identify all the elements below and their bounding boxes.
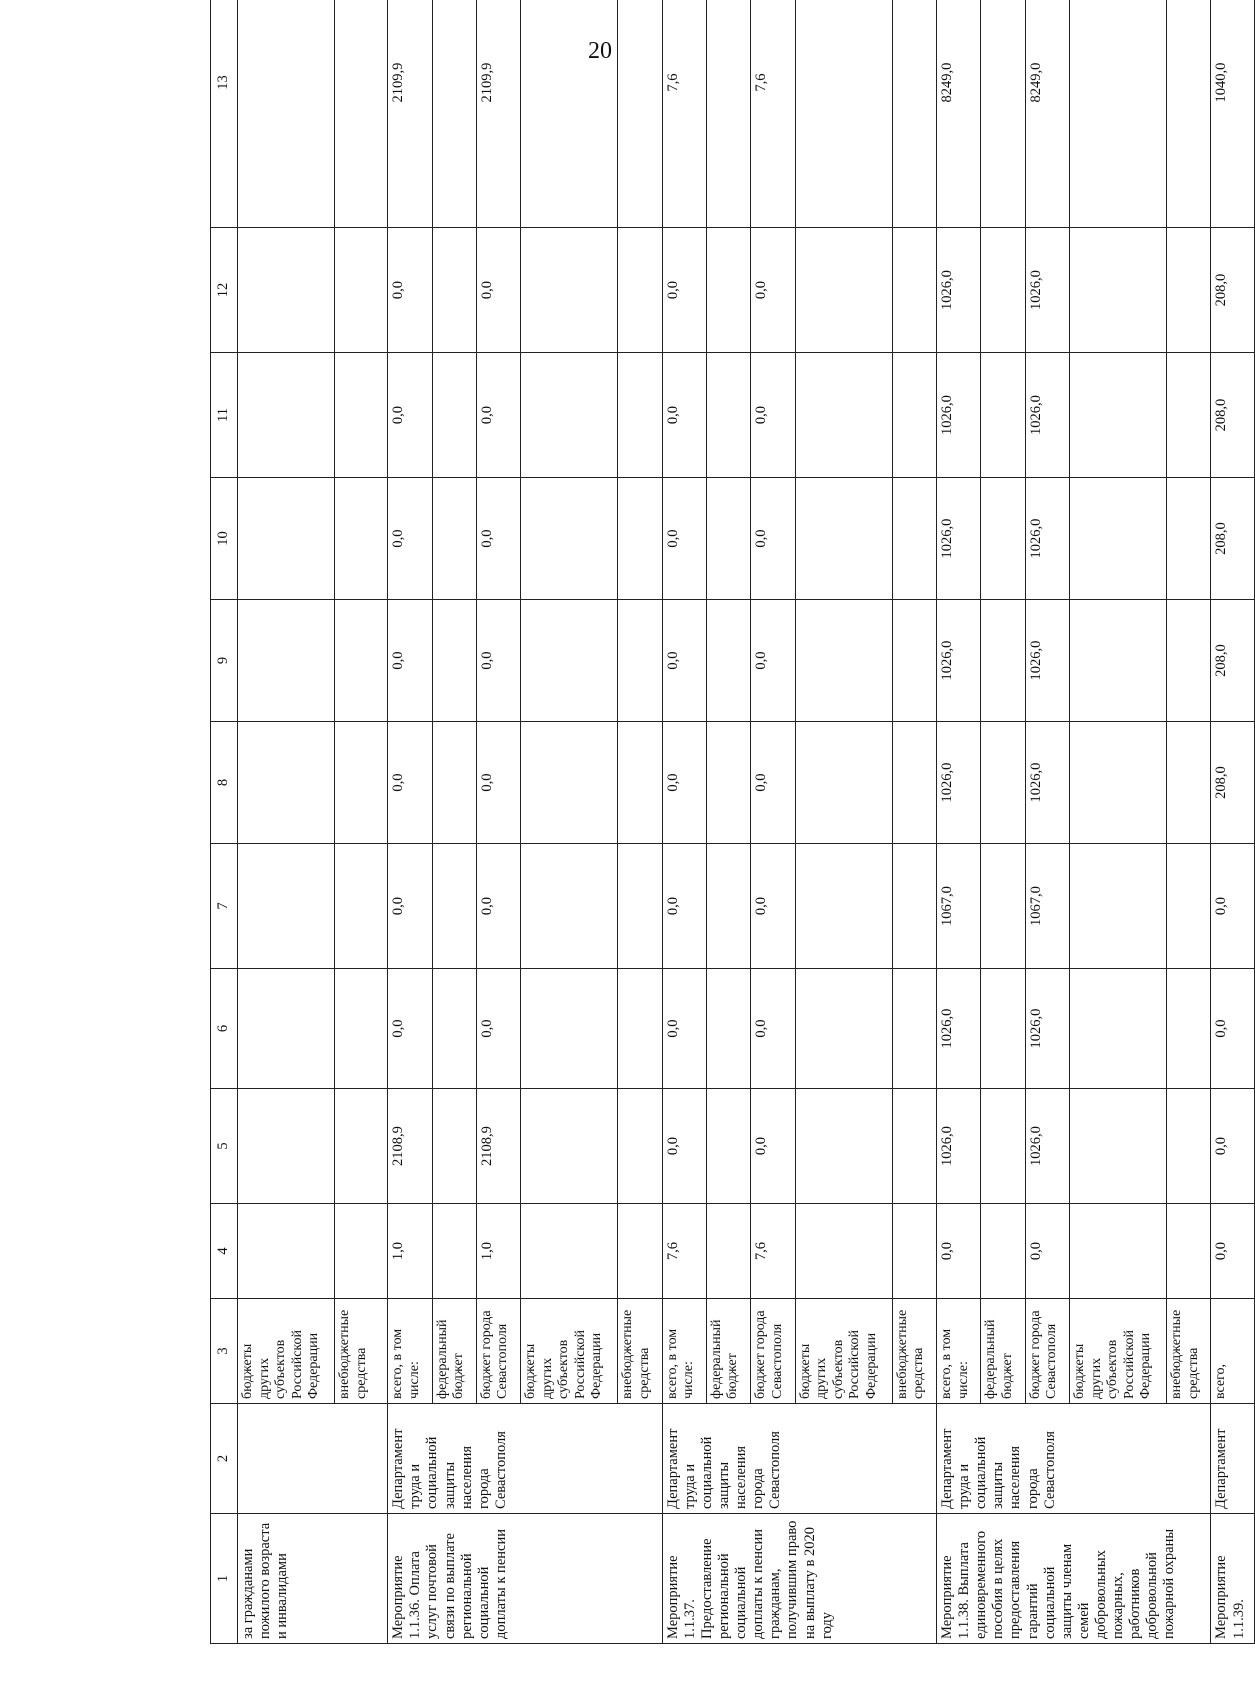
value-cell [1167, 844, 1211, 969]
value-cell [1070, 600, 1167, 722]
value-cell: 208,0 [1211, 228, 1255, 353]
value-cell [706, 844, 750, 969]
value-cell: 0,0 [388, 228, 432, 353]
value-cell: 0,0 [751, 1089, 795, 1204]
value-cell [1070, 0, 1167, 228]
table-row [335, 0, 388, 1644]
value-cell [521, 844, 618, 969]
value-cell [238, 600, 335, 722]
value-cell [618, 478, 662, 600]
value-cell [521, 0, 618, 228]
funding-source-cell: бюджет города Севастополя [1025, 1299, 1069, 1404]
value-cell [238, 722, 335, 844]
value-cell [1070, 844, 1167, 969]
value-cell [618, 1204, 662, 1299]
table-row [751, 0, 795, 1644]
value-cell: 0,0 [476, 844, 520, 969]
column-number: 5 [211, 1089, 238, 1204]
column-number: 4 [211, 1204, 238, 1299]
value-cell: 1040,0 [1211, 0, 1255, 228]
value-cell [795, 478, 892, 600]
value-cell [795, 0, 892, 228]
value-cell: 8249,0 [937, 0, 981, 228]
value-cell [521, 353, 618, 478]
value-cell [238, 353, 335, 478]
value-cell: 0,0 [1211, 1204, 1255, 1299]
value-cell: 0,0 [1211, 969, 1255, 1089]
value-cell: 2108,9 [388, 1089, 432, 1204]
funding-source-cell: всего, в том числе: [937, 1299, 981, 1404]
value-cell [521, 722, 618, 844]
value-cell [706, 478, 750, 600]
value-cell [706, 600, 750, 722]
value-cell: 0,0 [662, 1089, 706, 1204]
value-cell: 0,0 [662, 722, 706, 844]
value-cell [238, 844, 335, 969]
value-cell [795, 228, 892, 353]
value-cell: 0,0 [662, 969, 706, 1089]
value-cell: 208,0 [1211, 722, 1255, 844]
value-cell [795, 1204, 892, 1299]
value-cell: 0,0 [662, 228, 706, 353]
value-cell: 1026,0 [1025, 228, 1069, 353]
value-cell [706, 1204, 750, 1299]
value-cell: 1026,0 [937, 722, 981, 844]
value-cell [335, 969, 388, 1089]
value-cell: 0,0 [662, 353, 706, 478]
value-cell [521, 1204, 618, 1299]
value-cell [618, 722, 662, 844]
table-row [892, 0, 936, 1644]
value-cell [618, 353, 662, 478]
column-number: 2 [211, 1404, 238, 1514]
value-cell [1070, 722, 1167, 844]
value-cell: 1026,0 [1025, 353, 1069, 478]
value-cell: 0,0 [1025, 1204, 1069, 1299]
value-cell [335, 722, 388, 844]
column-number: 1 [211, 1514, 238, 1644]
value-cell: 8249,0 [1025, 0, 1069, 228]
value-cell: 1026,0 [1025, 1089, 1069, 1204]
value-cell [618, 844, 662, 969]
value-cell [238, 478, 335, 600]
value-cell [335, 353, 388, 478]
value-cell [892, 722, 936, 844]
value-cell [795, 353, 892, 478]
value-cell [432, 722, 476, 844]
executor-cell: Департамент труда и социальной защиты населения города Севастополя [937, 1404, 1211, 1514]
value-cell [981, 844, 1025, 969]
value-cell [335, 1204, 388, 1299]
value-cell [981, 0, 1025, 228]
value-cell [981, 722, 1025, 844]
value-cell: 1,0 [476, 1204, 520, 1299]
value-cell [1070, 478, 1167, 600]
table-row [618, 0, 662, 1644]
value-cell: 1026,0 [1025, 600, 1069, 722]
value-cell [1070, 1204, 1167, 1299]
value-cell: 0,0 [751, 969, 795, 1089]
funding-source-cell: всего, [1211, 1299, 1255, 1404]
column-number: 7 [211, 844, 238, 969]
value-cell [521, 600, 618, 722]
value-cell [1167, 0, 1211, 228]
funding-source-cell: бюджеты других субъектов Российской Федерации [238, 1299, 335, 1404]
value-cell [981, 353, 1025, 478]
table-row [662, 0, 706, 1644]
value-cell [795, 844, 892, 969]
measure-name-cell: Мероприятие 1.1.36. Оплата услуг почтовой связи по выплате региональной социальной доплаты к пенсии [388, 1514, 662, 1644]
column-number: 12 [211, 228, 238, 353]
table-row [981, 0, 1025, 1644]
value-cell: 0,0 [1211, 1089, 1255, 1204]
value-cell [238, 1204, 335, 1299]
value-cell [521, 969, 618, 1089]
value-cell [795, 969, 892, 1089]
value-cell: 0,0 [388, 722, 432, 844]
value-cell: 0,0 [388, 600, 432, 722]
value-cell [706, 228, 750, 353]
value-cell: 7,6 [751, 1204, 795, 1299]
value-cell: 0,0 [751, 228, 795, 353]
funding-source-cell: всего, в том числе: [662, 1299, 706, 1404]
value-cell [981, 1204, 1025, 1299]
value-cell: 208,0 [1211, 353, 1255, 478]
value-cell: 7,6 [662, 0, 706, 228]
funding-source-cell: федеральный бюджет [432, 1299, 476, 1404]
value-cell [706, 722, 750, 844]
executor-cell: Департамент труда и социальной защиты населения города Севастополя [388, 1404, 662, 1514]
value-cell: 0,0 [388, 844, 432, 969]
value-cell [892, 1204, 936, 1299]
value-cell [335, 0, 388, 228]
value-cell [1167, 228, 1211, 353]
funding-source-cell: федеральный бюджет [706, 1299, 750, 1404]
column-number: 11 [211, 353, 238, 478]
value-cell [892, 0, 936, 228]
value-cell: 1026,0 [937, 969, 981, 1089]
value-cell: 0,0 [751, 478, 795, 600]
table-body [238, 0, 1255, 1644]
value-cell: 0,0 [751, 600, 795, 722]
value-cell [238, 1089, 335, 1204]
value-cell [706, 0, 750, 228]
funding-source-cell: внебюджетные средства [335, 1299, 388, 1404]
funding-source-cell: бюджет города Севастополя [751, 1299, 795, 1404]
measure-name-cell: за гражданами пожилого возраста и инвалидами [238, 1514, 388, 1644]
value-cell: 7,6 [751, 0, 795, 228]
funding-source-cell: всего, в том числе: [388, 1299, 432, 1404]
measure-name-cell: Мероприятие 1.1.37. Предоставление региональной социальной доплаты к пенсии гражданам, получившим право на выплату в 2020 году [662, 1514, 936, 1644]
value-cell: 1026,0 [937, 353, 981, 478]
value-cell [432, 969, 476, 1089]
value-cell [238, 228, 335, 353]
value-cell: 1,0 [388, 1204, 432, 1299]
funding-source-cell: бюджеты других субъектов Российской Федерации [795, 1299, 892, 1404]
value-cell: 1026,0 [1025, 722, 1069, 844]
value-cell: 1026,0 [1025, 478, 1069, 600]
value-cell [1167, 969, 1211, 1089]
funding-source-cell: бюджеты других субъектов Российской Федерации [1070, 1299, 1167, 1404]
value-cell: 1067,0 [1025, 844, 1069, 969]
value-cell [706, 1089, 750, 1204]
value-cell [706, 353, 750, 478]
value-cell [521, 1089, 618, 1204]
value-cell: 1026,0 [1025, 969, 1069, 1089]
value-cell: 208,0 [1211, 478, 1255, 600]
page-number: 20 [588, 38, 612, 64]
value-cell: 2109,9 [476, 0, 520, 228]
value-cell [981, 478, 1025, 600]
value-cell: 1026,0 [937, 1089, 981, 1204]
column-number-row [211, 0, 238, 1644]
value-cell [238, 0, 335, 228]
value-cell: 0,0 [662, 600, 706, 722]
table-row [388, 0, 432, 1644]
value-cell [892, 478, 936, 600]
value-cell: 0,0 [476, 600, 520, 722]
budget-table [210, 0, 1255, 1644]
funding-source-cell: бюджеты других субъектов Российской Федерации [521, 1299, 618, 1404]
value-cell [618, 0, 662, 228]
column-number: 6 [211, 969, 238, 1089]
value-cell: 2108,9 [476, 1089, 520, 1204]
value-cell [521, 478, 618, 600]
value-cell [795, 600, 892, 722]
value-cell: 0,0 [388, 353, 432, 478]
value-cell: 0,0 [388, 969, 432, 1089]
column-number: 3 [211, 1299, 238, 1404]
value-cell [432, 1089, 476, 1204]
value-cell [432, 1204, 476, 1299]
value-cell [795, 722, 892, 844]
value-cell [981, 969, 1025, 1089]
value-cell: 1026,0 [937, 478, 981, 600]
value-cell: 0,0 [751, 844, 795, 969]
value-cell: 0,0 [937, 1204, 981, 1299]
executor-cell [238, 1404, 388, 1514]
value-cell [795, 1089, 892, 1204]
value-cell [1070, 969, 1167, 1089]
table-row [1070, 0, 1167, 1644]
executor-cell: Департамент труда и социальной защиты населения города Севастополя [662, 1404, 936, 1514]
value-cell [618, 1089, 662, 1204]
value-cell [432, 0, 476, 228]
value-cell [335, 478, 388, 600]
table-row [1211, 0, 1255, 1644]
value-cell [618, 600, 662, 722]
value-cell [1167, 600, 1211, 722]
table-row [238, 0, 335, 1644]
value-cell [706, 969, 750, 1089]
funding-source-cell: бюджет города Севастополя [476, 1299, 520, 1404]
funding-source-cell: федеральный бюджет [981, 1299, 1025, 1404]
value-cell [981, 228, 1025, 353]
value-cell: 1026,0 [937, 228, 981, 353]
value-cell [892, 844, 936, 969]
value-cell [1070, 228, 1167, 353]
value-cell [1167, 353, 1211, 478]
value-cell [1070, 353, 1167, 478]
value-cell: 0,0 [1211, 844, 1255, 969]
value-cell [618, 969, 662, 1089]
value-cell: 1026,0 [937, 600, 981, 722]
value-cell [892, 228, 936, 353]
value-cell [892, 353, 936, 478]
value-cell [238, 969, 335, 1089]
value-cell [335, 228, 388, 353]
measure-name-cell: Мероприятие 1.1.38. Выплата единовременного пособия в целях предоставления гарантий социальной защиты членам семей добровольных пожарных, работников добровольной пожарной охраны [937, 1514, 1211, 1644]
value-cell: 0,0 [476, 353, 520, 478]
value-cell [981, 600, 1025, 722]
value-cell [892, 600, 936, 722]
measure-name-cell: Мероприятие 1.1.39. [1211, 1514, 1255, 1644]
value-cell [1167, 478, 1211, 600]
value-cell: 1067,0 [937, 844, 981, 969]
table-row [937, 0, 981, 1644]
value-cell [618, 228, 662, 353]
value-cell [521, 228, 618, 353]
value-cell [432, 478, 476, 600]
funding-source-cell: внебюджетные средства [618, 1299, 662, 1404]
table-row [521, 0, 618, 1644]
column-number: 10 [211, 478, 238, 600]
value-cell [1070, 1089, 1167, 1204]
value-cell: 0,0 [476, 228, 520, 353]
rotated-table-inner [210, 62, 1255, 1644]
column-number: 8 [211, 722, 238, 844]
value-cell [432, 353, 476, 478]
value-cell [335, 844, 388, 969]
value-cell [1167, 1089, 1211, 1204]
funding-source-cell: внебюджетные средства [892, 1299, 936, 1404]
value-cell [892, 969, 936, 1089]
table-row [476, 0, 520, 1644]
value-cell [335, 600, 388, 722]
column-number: 9 [211, 600, 238, 722]
value-cell [432, 228, 476, 353]
column-number: 13 [211, 0, 238, 228]
value-cell [1167, 1204, 1211, 1299]
value-cell [432, 844, 476, 969]
funding-source-cell: внебюджетные средства [1167, 1299, 1211, 1404]
table-row [1025, 0, 1069, 1644]
value-cell: 0,0 [751, 353, 795, 478]
table-row [795, 0, 892, 1644]
value-cell: 0,0 [662, 844, 706, 969]
rotated-table-wrapper [210, 62, 1255, 1644]
value-cell [335, 1089, 388, 1204]
value-cell: 0,0 [476, 478, 520, 600]
value-cell: 0,0 [476, 969, 520, 1089]
table-row [1167, 0, 1211, 1644]
value-cell: 0,0 [388, 478, 432, 600]
value-cell: 2109,9 [388, 0, 432, 228]
table-row [432, 0, 476, 1644]
value-cell [1167, 722, 1211, 844]
value-cell: 0,0 [751, 722, 795, 844]
value-cell [981, 1089, 1025, 1204]
value-cell: 0,0 [476, 722, 520, 844]
table-row [706, 0, 750, 1644]
value-cell: 0,0 [662, 478, 706, 600]
value-cell: 208,0 [1211, 600, 1255, 722]
executor-cell: Департамент [1211, 1404, 1255, 1514]
value-cell [432, 600, 476, 722]
value-cell [892, 1089, 936, 1204]
value-cell: 7,6 [662, 1204, 706, 1299]
